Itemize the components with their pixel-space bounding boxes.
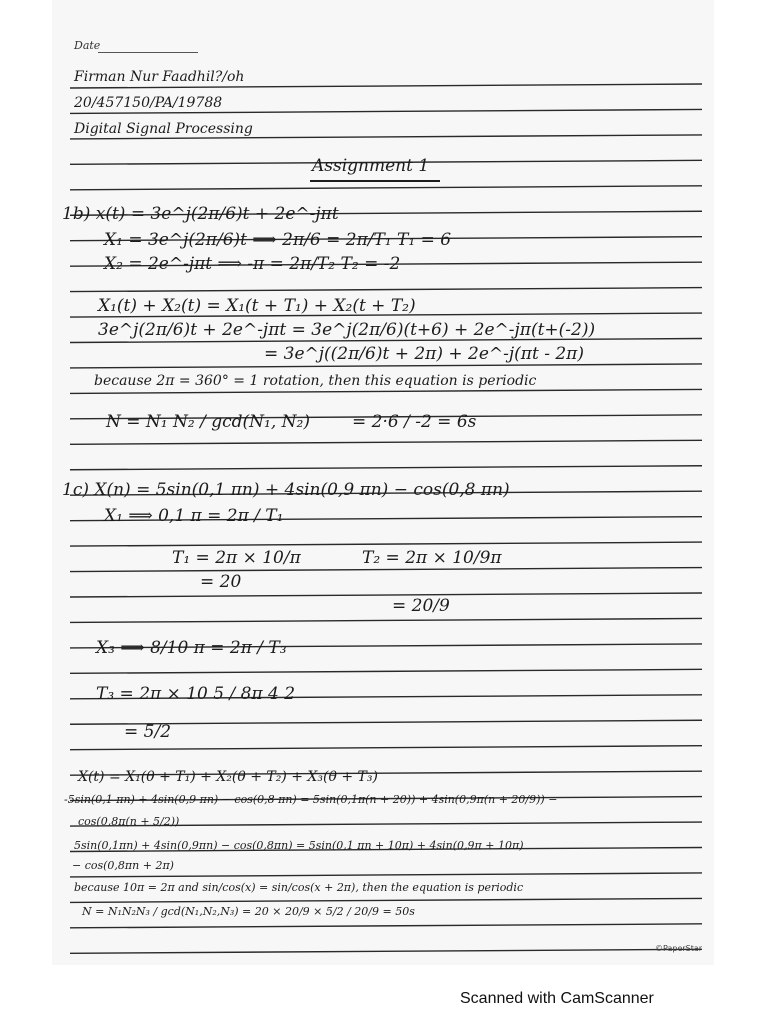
ruled-line <box>70 288 702 292</box>
course-name: Digital Signal Processing <box>74 121 253 137</box>
paperstar-watermark: ©PaperStar <box>655 944 703 953</box>
ruled-line <box>70 746 702 750</box>
part-1c-equation: 1c) X(n) = 5sin(0,1 πn) + 4sin(0,9 πn) − cos(0,8 πn) <box>62 480 510 500</box>
title-underline <box>310 180 440 182</box>
part-1c-t1: T₁ = 2π × 10/π <box>172 548 301 568</box>
part-1b-x2: X₂ = 2e^-jπt ⟹ -π = 2π/T₂ T₂ = -2 <box>104 254 401 274</box>
part-1c-x1: X₁ ⟹ 0,1 π = 2π / T₁ <box>104 506 284 526</box>
ruled-line <box>70 618 702 622</box>
ruled-line <box>70 466 702 470</box>
part-1c-sum-line1: X(t) = X₁(θ + T₁) + X₂(θ + T₂) + X₃(θ + T₃) <box>78 769 378 785</box>
part-1c-sum-line5: − cos(0,8πn + 2π) <box>72 859 174 872</box>
part-1c-t3: T₃ = 2π × 10 5 / 8π 4 2 <box>96 684 296 704</box>
ruled-line <box>70 186 702 190</box>
camscanner-watermark: Scanned with CamScanner <box>460 990 654 1007</box>
part-1c-t2-value: = 20/9 <box>392 596 450 616</box>
part-1c-sum-line3: cos(0,8π(n + 5/2)) <box>78 815 180 828</box>
part-1b-note: because 2π = 360° = 1 rotation, then this equation is periodic <box>94 373 537 389</box>
part-1b-n-formula: N = N₁ N₂ / gcd(N₁, N₂) <box>106 412 310 432</box>
part-1c-n-formula: N = N₁N₂N₃ / gcd(N₁,N₂,N₃) = 20 × 20/9 × 5/2 / 20/9 = 50s <box>82 905 415 918</box>
ruled-line <box>70 568 702 572</box>
part-1c-t1-value: = 20 <box>200 572 242 592</box>
part-1c-sum-line2: -5sin(0,1 πn) + 4sin(0,9 πn) − cos(0,8 πn) = 5sin(0,1π(n + 20)) + 4sin(0,9π(n + 20/9)) − <box>64 793 558 806</box>
notebook-page <box>52 0 714 965</box>
date-label: Date <box>74 39 101 52</box>
part-1b-equation: 1b) x(t) = 3e^j(2π/6)t + 2e^-jπt <box>62 204 339 224</box>
ruled-line <box>70 669 702 673</box>
student-name: Firman Nur Faadhil?/oh <box>74 69 245 85</box>
part-1c-note: because 10π = 2π and sin/cos(x) = sin/cos(x + 2π), then the equation is periodic <box>74 881 524 894</box>
part-1b-n-result: = 2·6 / -2 = 6s <box>352 412 477 432</box>
part-1b-periodicity: X₁(t) + X₂(t) = X₁(t + T₁) + X₂(t + T₂) <box>98 296 416 316</box>
part-1c-x3: X₃ ⟹ 8/10 π = 2π / T₃ <box>96 638 287 658</box>
part-1c-t2: T₂ = 2π × 10/9π <box>362 548 502 568</box>
part-1b-x1: X₁ = 3e^j(2π/6)t ⟹ 2π/6 = 2π/T₁ T₁ = 6 <box>104 230 452 250</box>
ruled-line <box>70 949 702 953</box>
part-1c-sum-line4: 5sin(0,1πn) + 4sin(0,9πn) − cos(0,8πn) = 5sin(0,1 πn + 10π) + 4sin(0,9π + 10π) <box>74 839 524 852</box>
part-1b-expansion: 3e^j(2π/6)t + 2e^-jπt = 3e^j(2π/6)(t+6) + 2e^-jπ(t+(-2)) <box>98 320 596 340</box>
ruled-line <box>70 364 702 368</box>
ruled-line <box>70 440 702 444</box>
date-underline <box>98 52 198 53</box>
assignment-title: Assignment 1 <box>312 156 430 176</box>
part-1c-t3-value: = 5/2 <box>124 722 172 742</box>
part-1b-simplified: = 3e^j((2π/6)t + 2π) + 2e^-j(πt - 2π) <box>264 344 584 364</box>
ruled-line <box>70 898 702 902</box>
ruled-line <box>70 389 702 393</box>
ruled-line <box>70 593 702 597</box>
student-id: 20/457150/PA/19788 <box>74 95 223 111</box>
ruled-line <box>70 924 702 928</box>
ruled-line <box>70 542 702 546</box>
ruled-line <box>70 873 702 877</box>
